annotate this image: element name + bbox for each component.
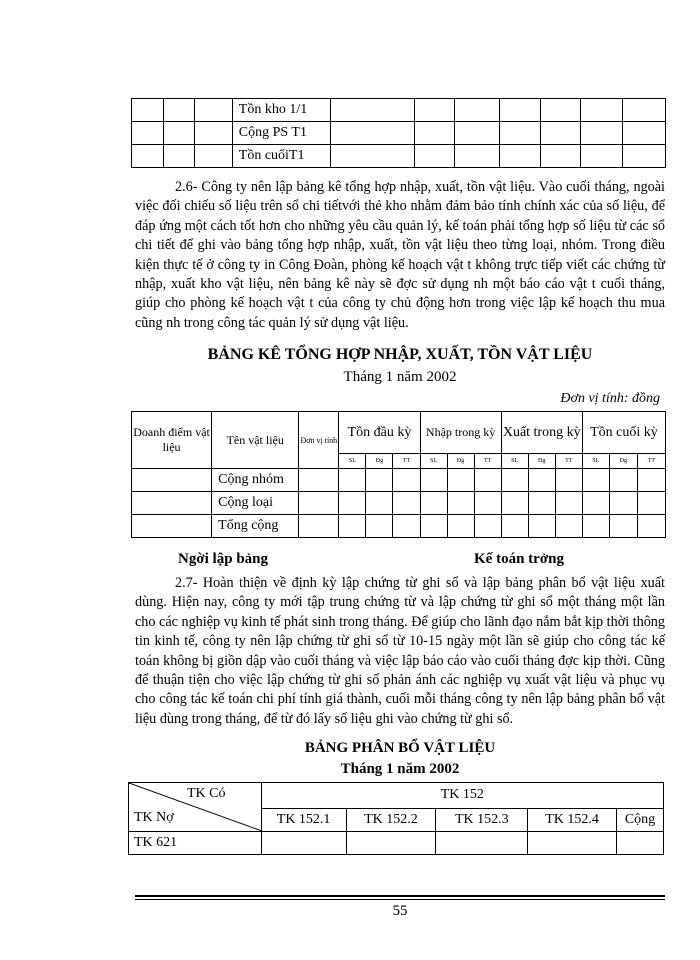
inventory-table-top: [131, 98, 666, 168]
sub-header: Đg: [366, 454, 393, 469]
column-header: Cộng: [617, 808, 664, 831]
summary-table: [131, 411, 666, 538]
sub-header: TT: [393, 454, 420, 469]
sub-header: SL: [582, 454, 609, 469]
table-row: [132, 99, 666, 122]
sub-header: TT: [474, 454, 501, 469]
row-label: Tổng cộng: [212, 515, 299, 538]
column-header: TK 152.4: [528, 808, 617, 831]
column-header: TK 152.3: [436, 808, 528, 831]
header-tk-co: TK Có: [187, 786, 226, 801]
signature-preparer: Ngời lập bảng: [178, 551, 268, 567]
header-don-vi-tinh: Đơn vị tính: [299, 412, 339, 469]
table-row: [132, 145, 666, 168]
sub-header: SL: [420, 454, 447, 469]
signature-chief-accountant: Kế toán trởng: [474, 551, 564, 567]
footer-rule: [135, 895, 665, 897]
sub-header: SL: [339, 454, 366, 469]
paragraph-text: 2.7- Hoàn thiện về định kỳ lập chứng từ ghi sổ và lập bảng phân bổ vật liệu xuất dùng. Hiện nay, công ty mới tập trung chứng từ và lập chứng từ ghi sổ một tháng một lần cho các nghiệp vụ kinh tế phát sinh trong tháng. Để giúp cho lãnh đạo nắm bắt kịp thời thông tin kinh tế, công ty nên lập chứng từ ghi sổ từ 10-15 ngày một lần sẽ giúp cho công tác kế toán không bị giồn dập vào cuối tháng và việc lập báo cáo vào cuối tháng đợc kịp thời. Cũng để thuận tiện cho việc lập chứng từ ghi sổ phản ánh các nghiệp vụ xuất vật liệu và phục vụ cho công tác kế toán chi phí tính giá thành, cuối mỗi tháng công ty nên lập bảng phân bổ vật liệu dùng trong tháng, để từ đó lấy số liệu ghi vào chứng từ ghi sổ.: [135, 575, 665, 727]
header-ton-dau-ky: Tồn đầu kỳ: [339, 412, 420, 454]
header-nhap-trong-ky: Nhập trong kỳ: [420, 412, 501, 454]
header-xuat-trong-ky: Xuất trong kỳ: [501, 412, 582, 454]
header-ton-cuoi-ky: Tồn cuối kỳ: [582, 412, 665, 454]
paragraph-2-7: [135, 574, 665, 729]
table-row: [132, 492, 666, 515]
allocation-table-subtitle: Tháng 1 năm 2002: [340, 761, 460, 777]
row-label: Tồn kho 1/1: [232, 99, 330, 122]
row-label: Cộng nhóm: [212, 469, 299, 492]
footer-rule-thin: [135, 899, 665, 900]
sub-header: Đg: [447, 454, 474, 469]
header-tk-no: TK Nợ: [134, 810, 174, 825]
column-header: TK 152.2: [346, 808, 436, 831]
row-label: TK 621: [129, 832, 262, 855]
sub-header: Đg: [609, 454, 637, 469]
row-label: Cộng PS T1: [232, 122, 330, 145]
table-row: [129, 832, 664, 855]
header-doanh-diem: Doanh điểm vật liệu: [132, 412, 212, 469]
header-tk-152: TK 152: [261, 783, 663, 809]
paragraph-2-6: [135, 178, 665, 333]
page-number: 55: [392, 903, 408, 919]
header-ten-vat-lieu: Tên vật liệu: [212, 412, 299, 469]
summary-table-subtitle: Tháng 1 năm 2002: [343, 369, 457, 385]
row-label: Cộng loại: [212, 492, 299, 515]
paragraph-text: 2.6- Công ty nên lập bảng kê tổng hợp nhập, xuất, tồn vật liệu. Vào cuối tháng, ngoài việc đối chiếu số liệu trên sổ chi tiếtvới thẻ kho nhằm đảm bảo tính chính xác của số liệu, để đáp ứng một cách tốt hơn cho những yêu cầu quản lý, kế toán phải tổng hợp số liệu từ các sổ chi tiết để ghi vào bảng tổng hợp nhập, xuất, tồn vật liệu theo từng loại, nhóm. Trong điều kiện thực tế ở công ty in Công Đoàn, phòng kế hoạch vật t không trực tiếp viết các chứng từ nhập, xuất kho vật liệu, nên bảng kê này sẽ đợc sử dụng nh một báo cáo vật t cuối tháng, giúp cho phòng kế hoạch vật t của công ty chủ động hơn trong việc lập kế hoạch thu mua cũng nh trong công tác quản lý sử dụng vật liệu.: [135, 179, 665, 331]
sub-header: SL: [501, 454, 528, 469]
sub-header: TT: [555, 454, 582, 469]
unit-label: Đơn vị tính: đồng: [560, 391, 660, 406]
column-header: TK 152.1: [261, 808, 346, 831]
allocation-table: [128, 782, 664, 855]
table-row: [132, 515, 666, 538]
allocation-table-title: BẢNG PHÂN BỔ VẬT LIỆU: [304, 740, 496, 756]
table-row: [132, 469, 666, 492]
sub-header: Đg: [528, 454, 555, 469]
row-label: Tồn cuốiT1: [232, 145, 330, 168]
sub-header: TT: [637, 454, 665, 469]
summary-table-title: BẢNG KÊ TỔNG HỢP NHẬP, XUẤT, TỒN VẬT LIỆU: [207, 346, 593, 363]
table-row: [132, 122, 666, 145]
header-tk-diagonal: [129, 783, 262, 832]
